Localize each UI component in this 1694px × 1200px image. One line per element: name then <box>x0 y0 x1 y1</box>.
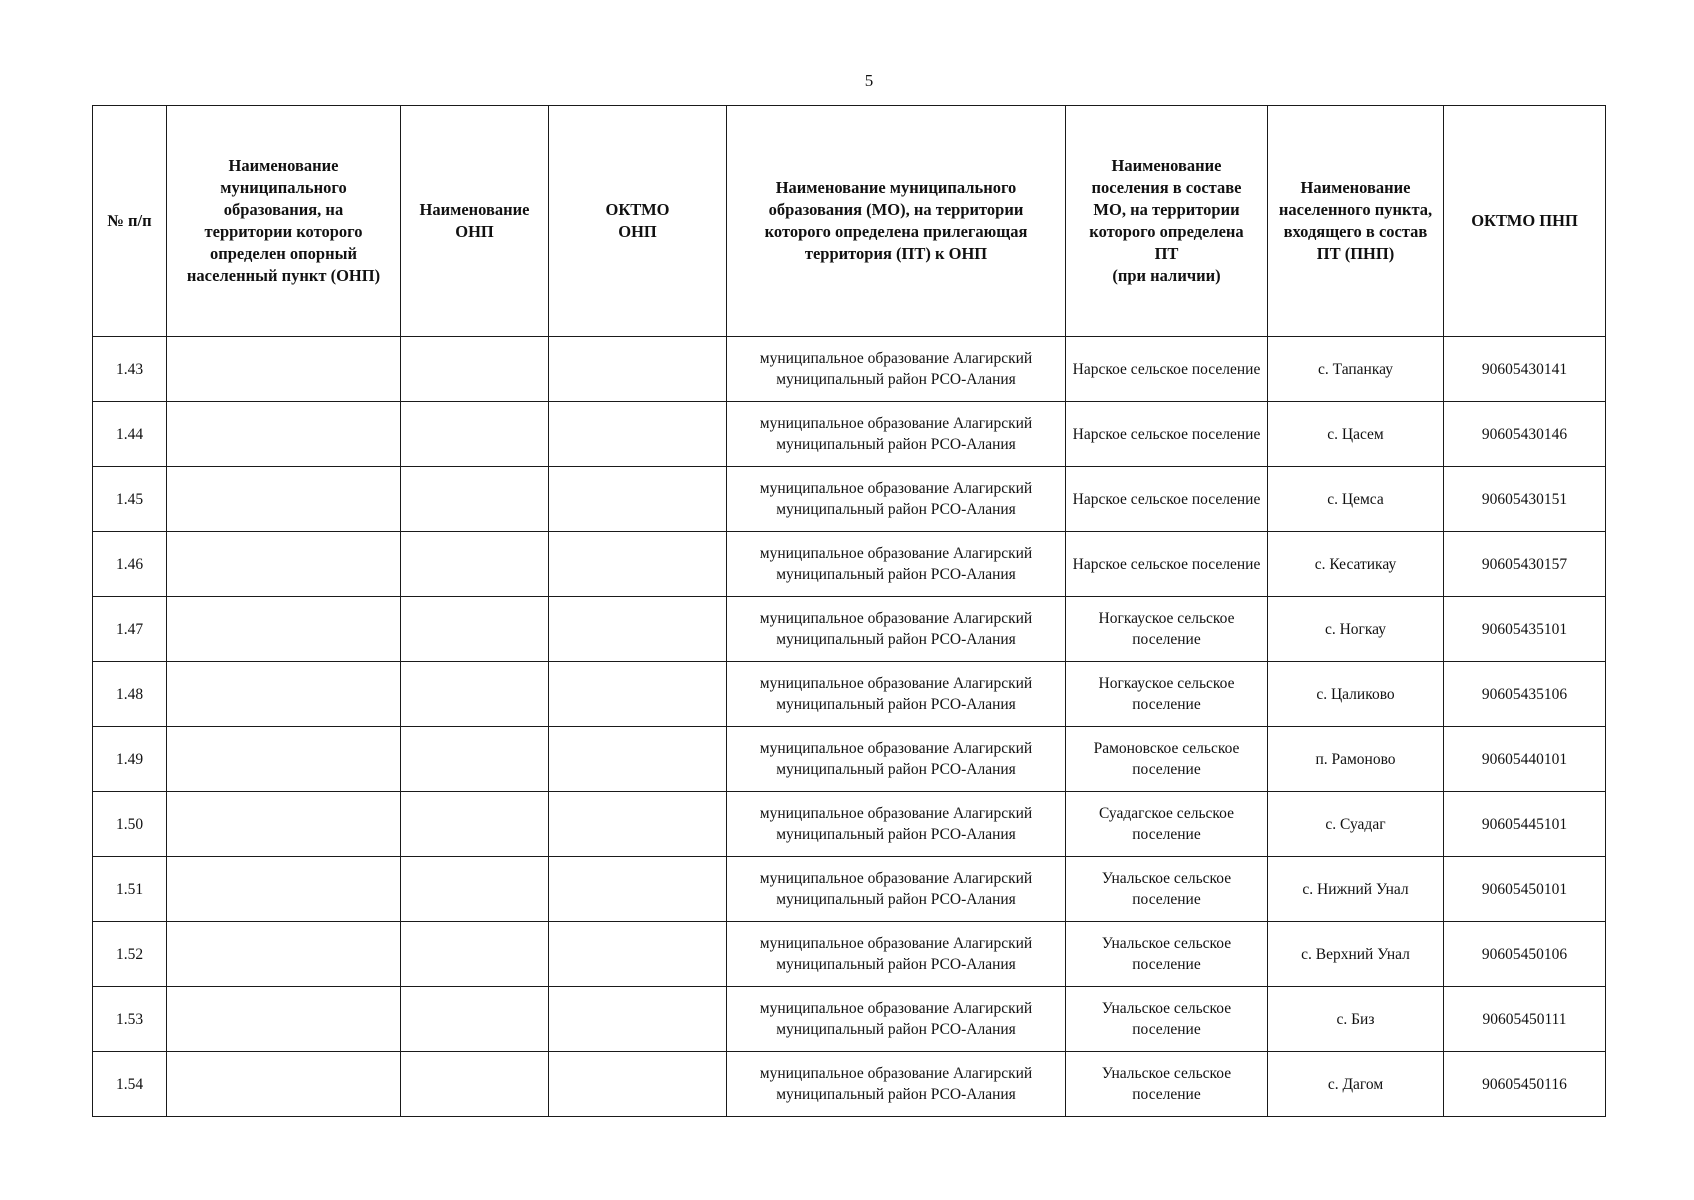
cell-row-number: 1.51 <box>93 857 167 922</box>
cell-onp-name <box>401 532 549 597</box>
cell-oktmo-onp <box>549 402 727 467</box>
cell-pnp: п. Рамоново <box>1268 727 1444 792</box>
cell-pnp: с. Ногкау <box>1268 597 1444 662</box>
cell-onp-name <box>401 467 549 532</box>
cell-oktmo-pnp: 90605430146 <box>1444 402 1606 467</box>
cell-onp-name <box>401 922 549 987</box>
cell-mo-onp <box>167 857 401 922</box>
cell-row-number: 1.45 <box>93 467 167 532</box>
cell-oktmo-pnp: 90605440101 <box>1444 727 1606 792</box>
table-row <box>93 337 1606 402</box>
cell-onp-name <box>401 337 549 402</box>
cell-oktmo-onp <box>549 727 727 792</box>
header-pnp <box>1268 106 1444 337</box>
cell-settlement: Ногкауское сельское поселение <box>1066 662 1268 727</box>
cell-mo-pt: муниципальное образование Алагирский муниципальный район РСО-Алания <box>727 792 1066 857</box>
table-row <box>93 467 1606 532</box>
table-row <box>93 597 1606 662</box>
cell-mo-pt: муниципальное образование Алагирский муниципальный район РСО-Алания <box>727 532 1066 597</box>
cell-oktmo-pnp: 90605430151 <box>1444 467 1606 532</box>
cell-mo-onp <box>167 727 401 792</box>
cell-mo-pt: муниципальное образование Алагирский муниципальный район РСО-Алания <box>727 1052 1066 1117</box>
cell-pnp: с. Цемса <box>1268 467 1444 532</box>
cell-settlement: Нарское сельское поселение <box>1066 337 1268 402</box>
cell-oktmo-pnp: 90605450101 <box>1444 857 1606 922</box>
cell-oktmo-onp <box>549 532 727 597</box>
cell-oktmo-onp <box>549 857 727 922</box>
cell-settlement: Ногкауское сельское поселение <box>1066 597 1268 662</box>
cell-oktmo-pnp: 90605450111 <box>1444 987 1606 1052</box>
cell-settlement: Унальское сельское поселение <box>1066 857 1268 922</box>
table-row <box>93 857 1606 922</box>
header-row-number-label: № п/п <box>107 211 152 230</box>
cell-mo-pt: муниципальное образование Алагирский муниципальный район РСО-Алания <box>727 337 1066 402</box>
cell-row-number: 1.53 <box>93 987 167 1052</box>
cell-onp-name <box>401 987 549 1052</box>
cell-mo-pt: муниципальное образование Алагирский муниципальный район РСО-Алания <box>727 597 1066 662</box>
cell-onp-name <box>401 792 549 857</box>
cell-settlement: Унальское сельское поселение <box>1066 922 1268 987</box>
cell-pnp: с. Цасем <box>1268 402 1444 467</box>
cell-mo-onp <box>167 402 401 467</box>
cell-mo-pt: муниципальное образование Алагирский муниципальный район РСО-Алания <box>727 402 1066 467</box>
cell-oktmo-pnp: 90605450106 <box>1444 922 1606 987</box>
cell-settlement: Суадагское сельское поселение <box>1066 792 1268 857</box>
header-oktmo-onp-label: ОКТМО ОНП <box>605 200 670 241</box>
cell-oktmo-onp <box>549 987 727 1052</box>
cell-mo-pt: муниципальное образование Алагирский муниципальный район РСО-Алания <box>727 727 1066 792</box>
cell-pnp: с. Дагом <box>1268 1052 1444 1117</box>
cell-mo-onp <box>167 597 401 662</box>
cell-row-number: 1.47 <box>93 597 167 662</box>
cell-row-number: 1.52 <box>93 922 167 987</box>
table-row <box>93 402 1606 467</box>
page-number: 5 <box>864 71 874 90</box>
header-oktmo-pnp-label: ОКТМО ПНП <box>1471 211 1578 230</box>
cell-pnp: с. Суадаг <box>1268 792 1444 857</box>
header-mo-pt <box>727 106 1066 337</box>
header-settlement-label: Наименование поселения в составе МО, на территории которого определена ПТ (при наличии) <box>1089 156 1244 285</box>
cell-oktmo-pnp: 90605445101 <box>1444 792 1606 857</box>
cell-onp-name <box>401 402 549 467</box>
cell-row-number: 1.44 <box>93 402 167 467</box>
settlements-table <box>92 105 1606 1117</box>
cell-oktmo-onp <box>549 337 727 402</box>
cell-oktmo-pnp: 90605435101 <box>1444 597 1606 662</box>
table-row <box>93 532 1606 597</box>
cell-pnp: с. Биз <box>1268 987 1444 1052</box>
cell-mo-onp <box>167 662 401 727</box>
cell-row-number: 1.54 <box>93 1052 167 1117</box>
cell-oktmo-onp <box>549 922 727 987</box>
cell-mo-pt: муниципальное образование Алагирский муниципальный район РСО-Алания <box>727 662 1066 727</box>
header-mo-onp <box>167 106 401 337</box>
table-row <box>93 987 1606 1052</box>
cell-onp-name <box>401 1052 549 1117</box>
table-header-row <box>93 106 1606 337</box>
cell-oktmo-onp <box>549 792 727 857</box>
table-row <box>93 922 1606 987</box>
header-onp-name <box>401 106 549 337</box>
table-row <box>93 792 1606 857</box>
header-oktmo-onp <box>549 106 727 337</box>
cell-settlement: Унальское сельское поселение <box>1066 987 1268 1052</box>
cell-onp-name <box>401 597 549 662</box>
cell-onp-name <box>401 662 549 727</box>
cell-pnp: с. Кесатикау <box>1268 532 1444 597</box>
header-settlement <box>1066 106 1268 337</box>
table-row <box>93 662 1606 727</box>
cell-settlement: Нарское сельское поселение <box>1066 532 1268 597</box>
cell-oktmo-pnp: 90605430157 <box>1444 532 1606 597</box>
table-row <box>93 1052 1606 1117</box>
cell-pnp: с. Верхний Унал <box>1268 922 1444 987</box>
header-mo-onp-label: Наименование муниципального образования, на территории которого определен опорный населенный пункт (ОНП) <box>186 156 381 285</box>
cell-oktmo-onp <box>549 1052 727 1117</box>
cell-row-number: 1.43 <box>93 337 167 402</box>
cell-onp-name <box>401 727 549 792</box>
cell-mo-pt: муниципальное образование Алагирский муниципальный район РСО-Алания <box>727 922 1066 987</box>
cell-pnp: с. Нижний Унал <box>1268 857 1444 922</box>
header-mo-pt-label: Наименование муниципального образования (МО), на территории которого определена прилегающая территория (ПТ) к ОНП <box>764 178 1028 263</box>
cell-oktmo-pnp: 90605450116 <box>1444 1052 1606 1117</box>
cell-mo-onp <box>167 337 401 402</box>
cell-mo-onp <box>167 532 401 597</box>
cell-row-number: 1.50 <box>93 792 167 857</box>
cell-oktmo-onp <box>549 597 727 662</box>
cell-onp-name <box>401 857 549 922</box>
cell-row-number: 1.49 <box>93 727 167 792</box>
header-pnp-label: Наименование населенного пункта, входящего в состав ПТ (ПНП) <box>1278 178 1433 263</box>
header-onp-name-label: Наименование ОНП <box>419 200 530 241</box>
table-row <box>93 727 1606 792</box>
header-row-number <box>93 106 167 337</box>
cell-settlement: Рамоновское сельское поселение <box>1066 727 1268 792</box>
cell-mo-onp <box>167 1052 401 1117</box>
cell-row-number: 1.46 <box>93 532 167 597</box>
cell-settlement: Нарское сельское поселение <box>1066 402 1268 467</box>
cell-mo-onp <box>167 987 401 1052</box>
cell-mo-pt: муниципальное образование Алагирский муниципальный район РСО-Алания <box>727 467 1066 532</box>
cell-row-number: 1.48 <box>93 662 167 727</box>
cell-oktmo-pnp: 90605430141 <box>1444 337 1606 402</box>
cell-oktmo-onp <box>549 662 727 727</box>
header-oktmo-pnp <box>1444 106 1606 337</box>
cell-settlement: Нарское сельское поселение <box>1066 467 1268 532</box>
cell-oktmo-pnp: 90605435106 <box>1444 662 1606 727</box>
cell-mo-onp <box>167 922 401 987</box>
cell-settlement: Унальское сельское поселение <box>1066 1052 1268 1117</box>
cell-mo-pt: муниципальное образование Алагирский муниципальный район РСО-Алания <box>727 857 1066 922</box>
cell-pnp: с. Тапанкау <box>1268 337 1444 402</box>
cell-mo-onp <box>167 467 401 532</box>
cell-mo-pt: муниципальное образование Алагирский муниципальный район РСО-Алания <box>727 987 1066 1052</box>
cell-mo-onp <box>167 792 401 857</box>
cell-pnp: с. Цаликово <box>1268 662 1444 727</box>
cell-oktmo-onp <box>549 467 727 532</box>
